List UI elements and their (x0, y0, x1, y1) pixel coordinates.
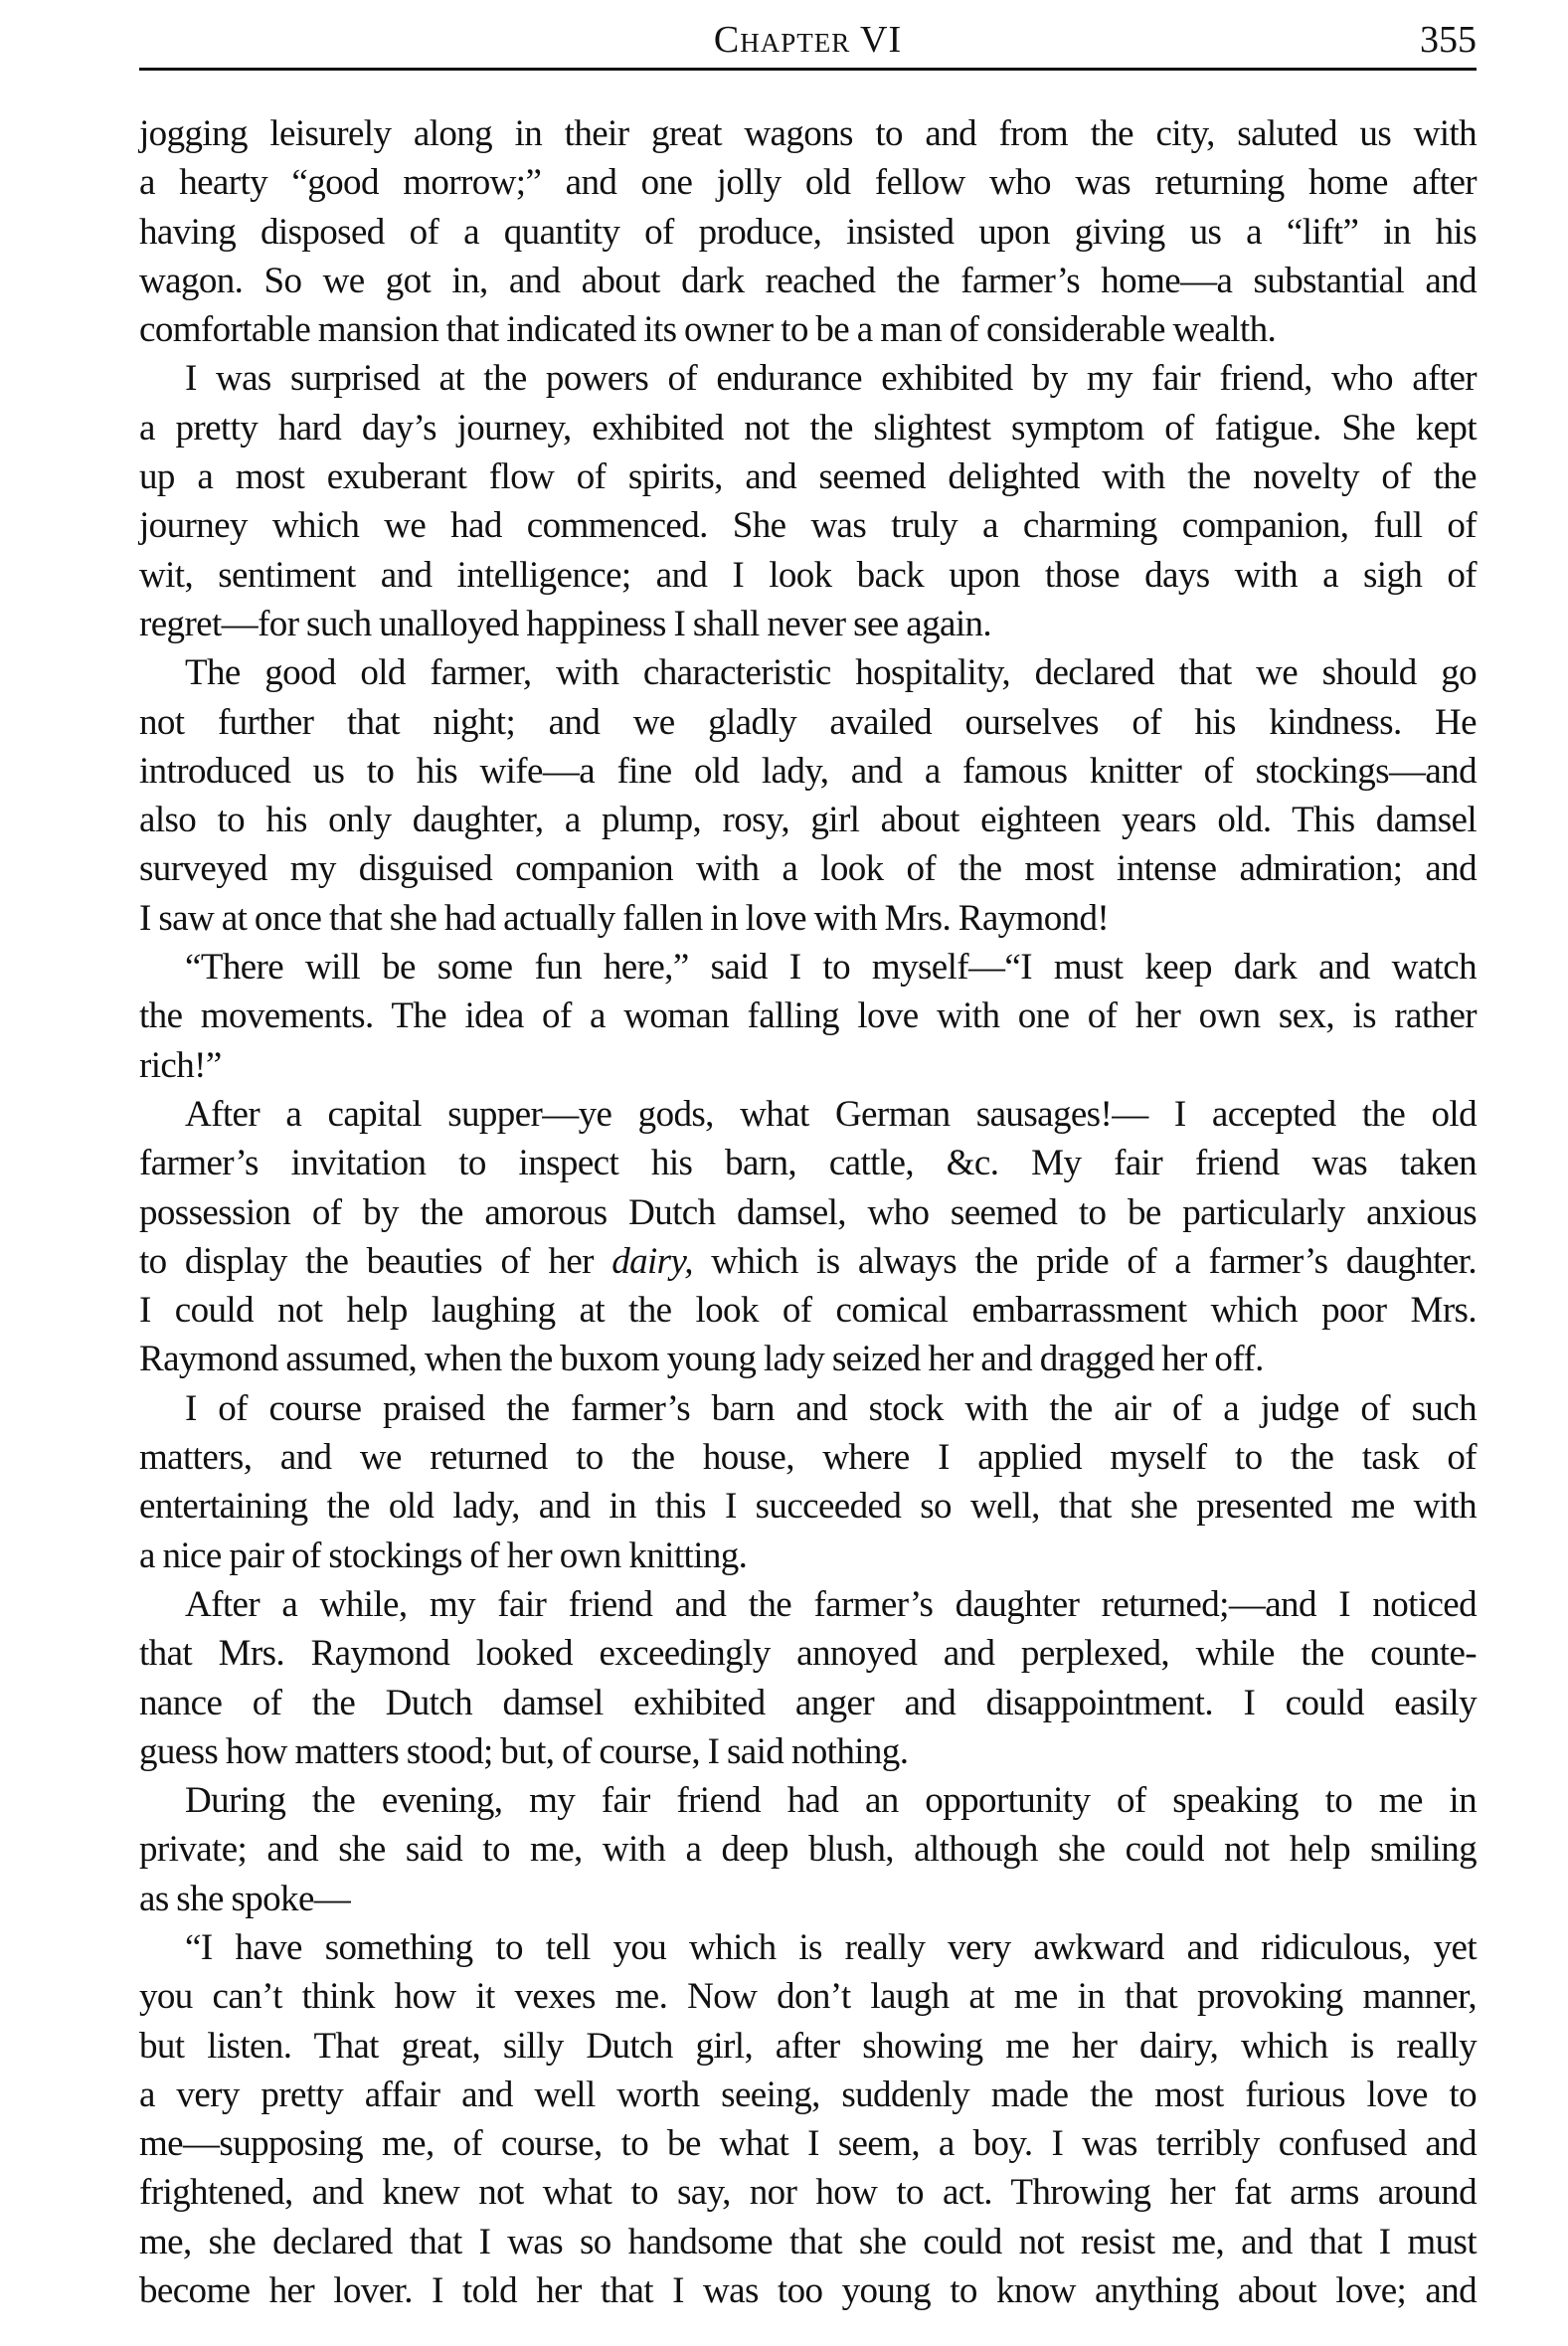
line-text: farmer’s invitation to inspect his barn, cattle, &c. My fair friend was taken (139, 1143, 1477, 1184)
text-line (139, 796, 1477, 844)
text-line (139, 1139, 1477, 1187)
line-text: me—supposing me, of course, to be what I seem, a boy. I was terribly confused and (139, 2123, 1477, 2165)
line-text: “I have something to tell you which is really very awkward and ridiculous, yet (185, 1926, 1477, 1968)
line-text: private; and she said to me, with a deep blush, although she could not help smiling (139, 1829, 1477, 1871)
line-text: matters, and we returned to the house, where I applied myself to the task of (139, 1437, 1477, 1479)
text-line (139, 1041, 1477, 1090)
text-line (139, 354, 1477, 403)
line-text: surveyed my disguised companion with a look of the most intense admiration; and (139, 848, 1477, 890)
text-line (139, 1629, 1477, 1678)
line-text: I saw at once that she had actually fallen in love with Mrs. Raymond! (139, 897, 1110, 939)
text-line (139, 551, 1477, 600)
line-text: a pretty hard day’s journey, exhibited not the slightest symptom of fatigue. She kept (139, 407, 1477, 449)
line-text: “There will be some fun here,” said I to myself—“I must keep dark and watch (185, 947, 1477, 989)
line-text: guess how matters stood; but, of course, I said nothing. (139, 1730, 909, 1772)
text-line (139, 1532, 1477, 1580)
line-text: After a capital supper—ye gods, what German sausages!— I accepted the old (185, 1093, 1477, 1135)
line-text: rich!” (139, 1044, 222, 1086)
line-text: me, she declared that I was so handsome that she could not resist me, and that I must (139, 2221, 1477, 2262)
line-text: also to his only daughter, a plump, rosy, girl about eighteen years old. This damsel (139, 800, 1477, 841)
text-line (139, 2071, 1477, 2119)
line-text: as she spoke— (139, 1878, 351, 1919)
text-line (139, 2266, 1477, 2315)
line-text: I could not help laughing at the look of comical embarrassment which poor Mrs. (139, 1290, 1477, 1332)
text-line (139, 1433, 1477, 1482)
text-line (139, 452, 1477, 501)
line-text: become her lover. I told her that I was too young to know anything about love; and (139, 2270, 1477, 2312)
text-line (139, 1580, 1477, 1629)
text-line (139, 208, 1477, 257)
line-text: jogging leisurely along in their great wagons to and from the city, saluted us with (139, 113, 1477, 154)
text-line (139, 894, 1477, 943)
line-text: entertaining the old lady, and in this I succeeded so well, that she presented me with (139, 1486, 1477, 1528)
line-text: to display the beauties of her (139, 1240, 612, 1282)
line-text: nance of the Dutch damsel exhibited anger and disappointment. I could easily (139, 1682, 1477, 1723)
text-line (139, 943, 1477, 992)
text-line (139, 1286, 1477, 1335)
text-line (139, 698, 1477, 747)
line-text: possession of by the amorous Dutch damsel, who seemed to be particularly anxious (139, 1191, 1477, 1233)
line-text: wagon. So we got in, and about dark reached the farmer’s home—a substantial and (139, 260, 1477, 301)
line-text: which is always the pride of a farmer’s daughter. (692, 1240, 1477, 1282)
line-text: journey which we had commenced. She was truly a charming companion, full of (139, 505, 1477, 547)
line-text: comfortable mansion that indicated its owner to be a man of considerable wealth. (139, 309, 1277, 351)
line-text: I was surprised at the powers of endurance exhibited by my fair friend, who after (185, 358, 1477, 400)
line-text: not further that night; and we gladly availed ourselves of his kindness. He (139, 701, 1477, 743)
text-line (139, 2168, 1477, 2217)
text-line (139, 747, 1477, 796)
text-line (139, 2119, 1477, 2168)
text-line (139, 844, 1477, 893)
italic-text: dairy, (611, 1240, 693, 1282)
line-text: During the evening, my fair friend had an opportunity of speaking to me in (185, 1780, 1477, 1822)
text-line (139, 1825, 1477, 1874)
line-text: a very pretty affair and well worth seeing, suddenly made the most furious love to (139, 2074, 1477, 2115)
text-line (139, 1923, 1477, 1972)
text-line (139, 1972, 1477, 2021)
text-line (139, 1237, 1477, 1286)
line-text: frightened, and knew not what to say, nor how to act. Throwing her fat arms around (139, 2172, 1477, 2214)
line-text: the movements. The idea of a woman falling love with one of her own sex, is rather (139, 995, 1477, 1037)
line-text: a hearty “good morrow;” and one jolly old fellow who was returning home after (139, 162, 1477, 204)
line-text: After a while, my fair friend and the farmer’s daughter returned;—and I noticed (185, 1583, 1477, 1625)
text-line (139, 404, 1477, 452)
text-line (139, 1727, 1477, 1776)
text-line (139, 257, 1477, 305)
line-text: up a most exuberant flow of spirits, and seemed delighted with the novelty of the (139, 456, 1477, 498)
text-line (139, 158, 1477, 207)
text-line (139, 1679, 1477, 1727)
text-line (139, 2022, 1477, 2071)
text-line (139, 1875, 1477, 1923)
line-text: but listen. That great, silly Dutch girl, after showing me her dairy, which is really (139, 2025, 1477, 2067)
line-text: The good old farmer, with characteristic hospitality, declared that we should go (185, 652, 1477, 694)
text-line (139, 600, 1477, 648)
text-line (139, 1384, 1477, 1433)
line-text: Raymond assumed, when the buxom young lady seized her and dragged her off. (139, 1339, 1264, 1380)
text-line (139, 1188, 1477, 1237)
line-text: wit, sentiment and intelligence; and I look back upon those days with a sigh of (139, 554, 1477, 596)
text-line (139, 2218, 1477, 2266)
text-line (139, 305, 1477, 354)
text-line (139, 1090, 1477, 1139)
text-line (139, 648, 1477, 697)
body-text (139, 109, 1477, 2315)
line-text: having disposed of a quantity of produce, insisted upon giving us a “lift” in his (139, 211, 1477, 253)
text-line (139, 1776, 1477, 1825)
line-text: introduced us to his wife—a fine old lady, and a famous knitter of stockings—and (139, 750, 1477, 792)
text-line (139, 109, 1477, 158)
line-text: you can’t think how it vexes me. Now don’t laugh at me in that provoking manner, (139, 1976, 1477, 2018)
chapter-title: Chapter VI (713, 19, 903, 61)
line-text: regret—for such unalloyed happiness I shall never see again. (139, 603, 992, 644)
text-line (139, 1335, 1477, 1383)
running-header (139, 10, 1477, 71)
page-number: 355 (1420, 19, 1477, 61)
text-line (139, 992, 1477, 1040)
text-line (139, 501, 1477, 550)
line-text: that Mrs. Raymond looked exceedingly annoyed and perplexed, while the counte- (139, 1633, 1477, 1675)
line-text: a nice pair of stockings of her own knitting. (139, 1534, 748, 1576)
text-line (139, 1482, 1477, 1531)
line-text: I of course praised the farmer’s barn and stock with the air of a judge of such (185, 1387, 1477, 1429)
